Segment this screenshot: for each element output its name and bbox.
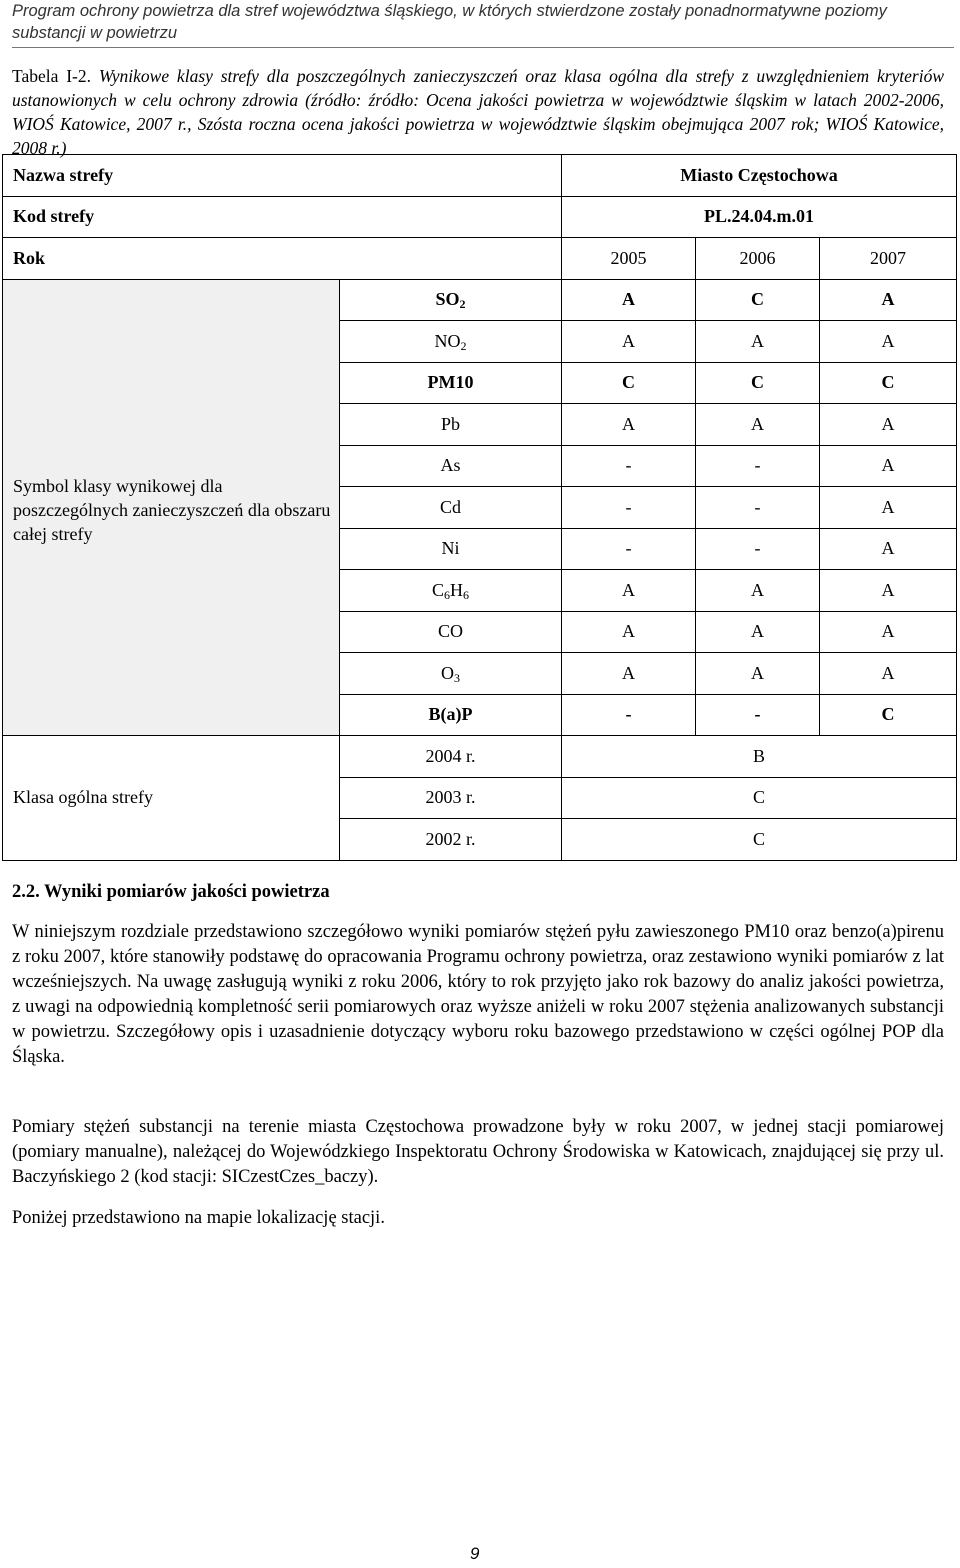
class-value: A bbox=[562, 570, 696, 612]
general-class-year: 2002 r. bbox=[340, 819, 562, 861]
general-class-value: C bbox=[562, 819, 957, 861]
general-class-year: 2003 r. bbox=[340, 777, 562, 819]
class-value: A bbox=[820, 445, 957, 487]
pollutant-name bbox=[340, 321, 562, 363]
general-class-value: C bbox=[562, 777, 957, 819]
class-value: A bbox=[696, 321, 820, 363]
class-value: A bbox=[562, 404, 696, 446]
pollutant-name bbox=[340, 279, 562, 321]
pollutant-name bbox=[340, 445, 562, 487]
class-value: A bbox=[820, 653, 957, 695]
zone-class-table bbox=[2, 154, 957, 861]
pollutant-name bbox=[340, 694, 562, 736]
pollutant-name bbox=[340, 611, 562, 653]
class-value: A bbox=[696, 611, 820, 653]
pollutant-name bbox=[340, 404, 562, 446]
class-value: - bbox=[696, 694, 820, 736]
page-number: 9 bbox=[470, 1544, 480, 1563]
table-caption bbox=[12, 64, 944, 160]
symbol-class-label: Symbol klasy wynikowej dla poszczególnych zanieczyszczeń dla obszaru całej strefy bbox=[3, 279, 340, 736]
pollutant-symbol: SO bbox=[435, 289, 460, 310]
class-value: - bbox=[696, 487, 820, 529]
class-value: A bbox=[820, 487, 957, 529]
class-value: - bbox=[562, 528, 696, 570]
class-value: A bbox=[820, 570, 957, 612]
zone-name-row bbox=[3, 155, 957, 197]
class-value: - bbox=[696, 445, 820, 487]
pollutant-row bbox=[3, 279, 957, 321]
pollutant-name: $C_6H_6$ bbox=[340, 570, 562, 612]
caption-italic-text: Wynikowe klasy strefy dla poszczególnych zanieczyszczeń oraz klasa ogólna dla strefy z uwzględnieniem kryteriów ustanowionych w celu ochrony zdrowia (źródło: źródło: Ocena jakości powietrza w województwie śląskim w latach 2002-2006, WIOŚ Katowice, 2007 r. bbox=[12, 66, 945, 134]
caption-rest-text: , Szósta roczna ocena jakości powietrza w województwie śląskim obejmująca 2007 rok; WIOŚ Katowice, 2008 r.) bbox=[12, 114, 944, 158]
zone-name-label: Nazwa strefy bbox=[3, 155, 562, 197]
pollutant-symbol: CO bbox=[438, 621, 464, 642]
paragraph: W niniejszym rozdziale przedstawiono szczegółowo wyniki pomiarów stężeń pyłu zawieszonego PM10 oraz benzo(a)pirenu z roku 2007, które stanowiły podstawę do opracowania Programu ochrony powietrza, oraz zestawiono wyniki pomiarów z lat wcześniejszych. Na uwagę zasługują wyniki z roku 2006, który to rok przyjęto jako rok bazowy do analiz jakości powietrza, z uwagi na odpowiednią kompletność serii pomiarowych oraz wyższe aniżeli w roku 2007 stężenia analizowanych substancji w powietrzu. Szczegółowy opis i uzasadnienie dotyczący wyboru roku bazowego przedstawiono w części ogólnej POP dla Śląska. bbox=[12, 922, 944, 1067]
class-value: A bbox=[562, 279, 696, 321]
year-cell: 2005 bbox=[562, 238, 696, 280]
pollutant-symbol: B(a)P bbox=[428, 704, 473, 725]
general-class-value: B bbox=[562, 736, 957, 778]
pollutant-symbol: O bbox=[441, 662, 454, 683]
pollutant-symbol: As bbox=[440, 455, 461, 476]
section-title: 2.2. Wyniki pomiarów jakości powietrza bbox=[12, 882, 330, 902]
class-value: C bbox=[820, 362, 957, 404]
class-value: A bbox=[820, 528, 957, 570]
class-value: C bbox=[562, 362, 696, 404]
class-value: C bbox=[820, 694, 957, 736]
pollutant-symbol: NO bbox=[434, 330, 461, 351]
paragraph: Poniżej przedstawiono na mapie lokalizację stacji. bbox=[12, 1208, 385, 1228]
pollutant-subscript: 3 bbox=[454, 670, 460, 685]
class-value: - bbox=[696, 528, 820, 570]
general-class-label: Klasa ogólna strefy bbox=[3, 736, 340, 861]
class-value: A bbox=[820, 321, 957, 363]
class-value: A bbox=[820, 279, 957, 321]
paragraph: Pomiary stężeń substancji na terenie miasta Częstochowa prowadzone były w roku 2007, w jednej stacji pomiarowej (pomiary manualne), należącej do Wojewódzkiego Inspektoratu Ochrony Środowiska w Katowicach, znajdującej się przy ul. Baczyńskiego 2 (kod stacji: SICzestCzes_baczy). bbox=[12, 1117, 944, 1187]
pollutant-name bbox=[340, 653, 562, 695]
class-value: A bbox=[696, 653, 820, 695]
year-label: Rok bbox=[3, 238, 562, 280]
class-value: - bbox=[562, 694, 696, 736]
pollutant-subscript: 2 bbox=[459, 297, 466, 312]
zone-code-label: Kod strefy bbox=[3, 196, 562, 238]
class-value: A bbox=[696, 404, 820, 446]
pollutant-name bbox=[340, 487, 562, 529]
pollutant-subscript: 2 bbox=[460, 338, 467, 353]
class-value: C bbox=[696, 362, 820, 404]
pollutant-symbol: Cd bbox=[440, 496, 462, 517]
zone-code-row bbox=[3, 196, 957, 238]
caption-label: Tabela I-2. bbox=[12, 66, 91, 86]
general-class-year: 2004 r. bbox=[340, 736, 562, 778]
running-header: Program ochrony powietrza dla stref województwa śląskiego, w których stwierdzone zostały ponadnormatywne poziomy substancji w powietrzu bbox=[12, 2, 887, 42]
pollutant-symbol: Ni bbox=[441, 538, 460, 559]
class-value: - bbox=[562, 445, 696, 487]
pollutant-name bbox=[340, 528, 562, 570]
pollutant-symbol: Pb bbox=[441, 413, 461, 434]
general-class-row bbox=[3, 736, 957, 778]
class-value: A bbox=[820, 611, 957, 653]
class-value: A bbox=[562, 653, 696, 695]
class-value: A bbox=[562, 321, 696, 363]
header-divider bbox=[12, 47, 954, 48]
class-value: C bbox=[696, 279, 820, 321]
year-cell: 2006 bbox=[696, 238, 820, 280]
year-row bbox=[3, 238, 957, 280]
pollutant-symbol: PM10 bbox=[427, 372, 474, 393]
class-value: A bbox=[562, 611, 696, 653]
pollutant-name bbox=[340, 362, 562, 404]
zone-name-value: Miasto Częstochowa bbox=[562, 155, 957, 197]
zone-code-value: PL.24.04.m.01 bbox=[562, 196, 957, 238]
class-value: A bbox=[696, 570, 820, 612]
class-value: - bbox=[562, 487, 696, 529]
year-cell: 2007 bbox=[820, 238, 957, 280]
class-value: A bbox=[820, 404, 957, 446]
